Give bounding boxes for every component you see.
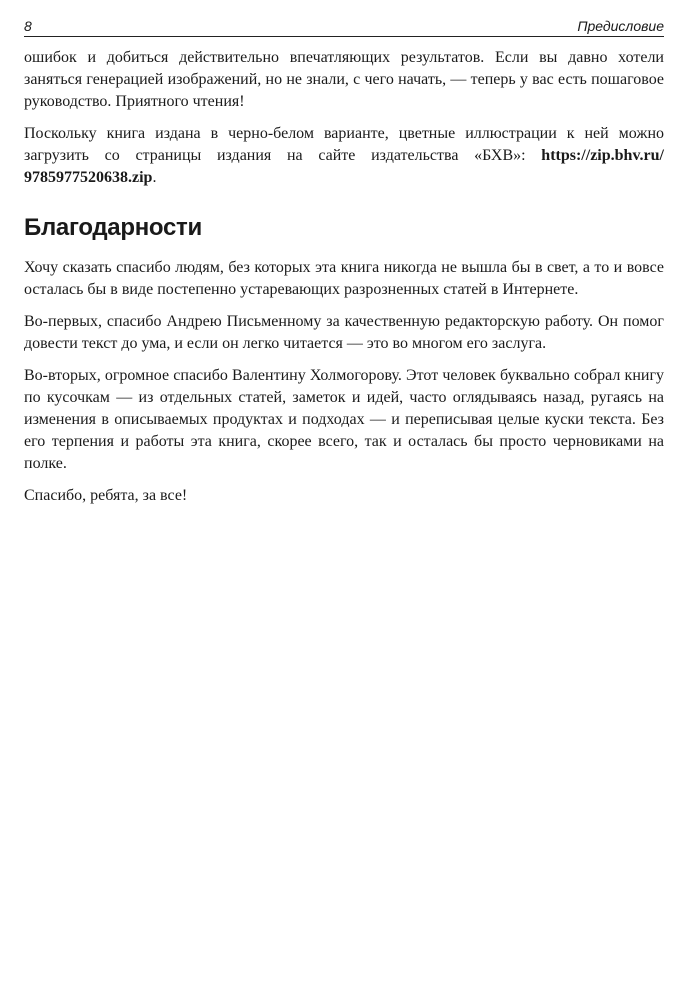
download-link[interactable]: https://zip.bhv.ru/ 9785977520638.zip xyxy=(24,147,664,186)
intro-paragraph-2-end: . xyxy=(152,169,157,186)
intro-paragraph-2-text: Поскольку книга издана в черно-белом варианте, цветные иллюстрации к ней можно загрузить со страницы издания на сайте издательства «БХВ»: xyxy=(24,125,664,164)
running-header xyxy=(24,12,664,37)
intro-paragraph-1: ошибок и добиться действительно впечатляющих результатов. Если вы давно хотели заняться генерацией изображений, но не знали, с чего начать, — теперь у вас есть пошаговое руководство. Приятного чтения! xyxy=(24,49,664,110)
ack-paragraph-2: Во-первых, спасибо Андрею Письменному за качественную редакторскую работу. Он помог довести текст до ума, и если он легко читается — это во многом его заслуга. xyxy=(24,313,664,352)
ack-paragraph-4: Спасибо, ребята, за все! xyxy=(24,487,188,504)
page-number: 8 xyxy=(24,18,32,34)
intro-paragraph-2 xyxy=(24,123,664,189)
book-page xyxy=(24,12,664,517)
chapter-title: Предисловие xyxy=(577,18,664,34)
ack-paragraph-3: Во-вторых, огромное спасибо Валентину Холмогорову. Этот человек буквально собрал книгу по кусочкам — из отдельных статей, заметок и идей, часто оглядываясь назад, ругаясь на изменения в описываемых продуктах и подходах — и переписывая целые куски текста. Без его терпения и работы эта книга, скорее всего, так и осталась бы просто черновиками на полке. xyxy=(24,367,664,472)
ack-paragraph-1: Хочу сказать спасибо людям, без которых эта книга никогда не вышла бы в свет, а то и вовсе осталась бы в виде постепенно устаревающих разрозненных статей в Интернете. xyxy=(24,259,664,298)
body-text xyxy=(24,47,664,507)
section-heading: Благодарности xyxy=(24,214,202,241)
